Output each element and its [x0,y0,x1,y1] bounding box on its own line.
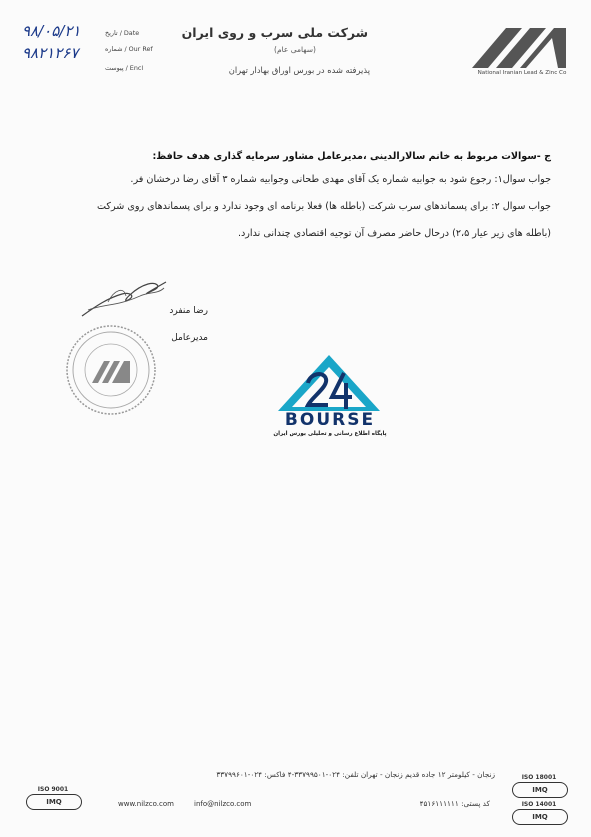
date-label: Date [123,29,140,37]
footer-website[interactable]: www.nilzco.com [118,800,174,808]
iso-18001-badge [508,774,570,800]
ref-label: Our Ref [128,45,153,53]
iso-9001-badge [22,786,84,812]
ref-value: ۹۸۲۱۲۶۷ [22,44,79,62]
ref-field: شماره / Our Ref [105,45,153,53]
encl-label: Encl [129,64,144,72]
ref-label-fa: شماره [105,45,123,53]
date-value: ۹۸/۰۵/۲۱ [22,22,81,40]
date-label-fa: تاریخ [105,29,118,37]
date-field: تاریخ / Date [105,29,140,37]
imq-badge: IMQ [512,809,568,825]
iso-18001-label: ISO 18001 [521,774,557,781]
answer-line-1: جواب سوال۱: رجوع شود به جوابیه شماره یک آقای مهدی طحانی وجوابیه شماره ۳ آقای رضا درخشان فر. [130,174,551,185]
signatory-title: مدیرعامل [171,333,208,343]
company-seal [64,323,158,417]
imq-badge: IMQ [512,782,568,798]
watermark-brand: BOURSE [284,410,376,430]
listing-note: پذیرفته شده در بورس اوراق بهادار تهران [228,65,370,75]
company-name: شرکت ملی سرب و روی ایران [181,25,368,40]
footer-postal-code: کد پستی: ۴۵۱۶۱۱۱۱۱۱ [419,799,490,808]
answer-line-3: (باطله های زیر عیار ۲،۵) درحال حاضر مصرف آن توجیه اقتصادی چندانی ندارد. [237,228,551,239]
company-type: (سهامی عام) [274,45,316,54]
imq-badge: IMQ [26,794,82,810]
company-name-en: National Iranian Lead & Zinc Co [477,70,567,76]
footer-address: زنجان - کیلومتر ۱۲ جاده قدیم زنجان - تهران تلفن: ۰۲۴-۳۳۷۹۹۵۰۱-۴ فاکس: ۰۲۴-۳۳۷۹۹۶۰۱ [216,770,495,779]
answer-line-2: جواب سوال ۲: برای پسماندهای سرب شرکت (باطله ها) فعلا برنامه ای وجود ندارد و برای پسماندهای روی شرکت [96,201,551,212]
letter-heading: ج -سوالات مربوط به خانم سالارالدینی ،مدیرعامل مشاور سرمایه گذاری هدف حافظ: [152,151,551,162]
signatory-name: رضا منفرد [169,306,208,316]
iso-9001-label: ISO 9001 [37,786,69,793]
iso-14001-label: ISO 14001 [521,801,557,808]
iso-14001-badge [508,801,570,827]
footer-email[interactable]: info@nilzco.com [194,800,252,808]
encl-label-fa: پیوست [105,64,124,72]
encl-field: پیوست / Encl [105,64,144,72]
watermark-tagline: پایگاه اطلاع رسانی و تحلیلی بورس ایران [273,431,387,437]
bourse24-logo-icon [276,353,382,413]
